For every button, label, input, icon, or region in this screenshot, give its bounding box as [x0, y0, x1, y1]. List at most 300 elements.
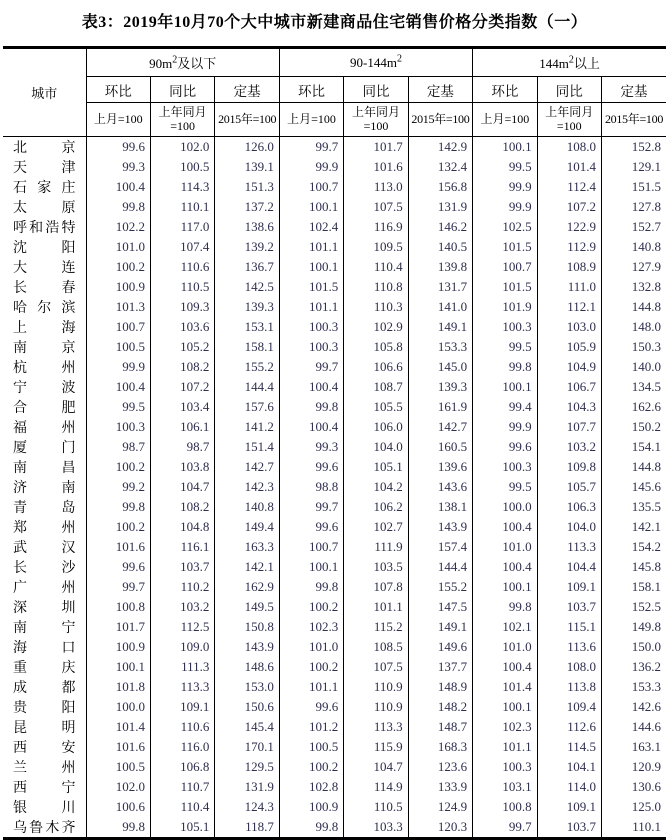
- index-value: 100.2: [279, 597, 343, 617]
- index-value: 111.0: [537, 277, 601, 297]
- index-value: 107.2: [150, 377, 214, 397]
- city-name: [3, 277, 86, 297]
- city-name: [3, 377, 86, 397]
- city-name: [3, 657, 86, 677]
- city-name: [3, 157, 86, 177]
- index-value: 149.8: [601, 617, 666, 637]
- index-value: 100.2: [279, 657, 343, 677]
- city-name: [3, 757, 86, 777]
- index-value: 107.5: [344, 657, 408, 677]
- city-name-label: 天津: [13, 159, 76, 175]
- index-value: 160.5: [408, 437, 472, 457]
- index-value: 100.4: [86, 177, 150, 197]
- index-value: 142.6: [601, 697, 666, 717]
- city-name-label: 杭州: [13, 359, 76, 375]
- index-value: 152.7: [601, 217, 666, 237]
- table-row: [3, 817, 666, 839]
- index-value: 142.1: [601, 517, 666, 537]
- index-value: 101.0: [86, 237, 150, 257]
- city-name: [3, 777, 86, 797]
- table-row: [3, 517, 666, 537]
- index-value: 122.9: [537, 217, 601, 237]
- city-name-label: 成都: [13, 679, 76, 695]
- index-value: 102.4: [279, 217, 343, 237]
- index-value: 145.4: [215, 717, 279, 737]
- superscript-2: 2: [396, 53, 402, 65]
- index-value: 145.0: [408, 357, 472, 377]
- index-value: 101.5: [473, 277, 537, 297]
- index-value: 110.8: [344, 277, 408, 297]
- table-row: [3, 617, 666, 637]
- index-value: 158.1: [215, 337, 279, 357]
- city-name: [3, 637, 86, 657]
- table-row: [3, 697, 666, 717]
- table-row: [3, 637, 666, 657]
- index-value: 100.9: [86, 277, 150, 297]
- index-value: 113.0: [344, 177, 408, 197]
- index-value: 114.5: [537, 737, 601, 757]
- index-value: 126.0: [215, 137, 279, 158]
- index-value: 101.1: [279, 297, 343, 317]
- table-row: [3, 757, 666, 777]
- index-value: 108.2: [150, 357, 214, 377]
- index-value: 100.7: [473, 257, 537, 277]
- index-value: 112.6: [537, 717, 601, 737]
- index-value: 112.4: [537, 177, 601, 197]
- index-value: 106.8: [150, 757, 214, 777]
- index-value: 100.1: [473, 577, 537, 597]
- index-value: 155.2: [215, 357, 279, 377]
- index-value: 99.5: [473, 337, 537, 357]
- city-name: [3, 797, 86, 817]
- base-note-yoy-1: [150, 103, 214, 137]
- index-value: 144.6: [601, 717, 666, 737]
- index-value: 105.1: [344, 457, 408, 477]
- city-name: [3, 817, 86, 839]
- city-name: [3, 677, 86, 697]
- index-value: 130.6: [601, 777, 666, 797]
- city-name-label: 郑州: [13, 519, 76, 535]
- index-value: 101.7: [344, 137, 408, 158]
- index-value: 105.5: [344, 397, 408, 417]
- index-value: 101.2: [279, 717, 343, 737]
- index-value: 116.9: [344, 217, 408, 237]
- index-value: 100.5: [150, 157, 214, 177]
- city-name: [3, 237, 86, 257]
- base-note-row: [3, 103, 666, 137]
- base-note-yoy-3: [537, 103, 601, 137]
- index-value: 100.2: [86, 517, 150, 537]
- index-value: 145.6: [601, 477, 666, 497]
- index-value: 102.3: [279, 617, 343, 637]
- table-row: [3, 317, 666, 337]
- index-value: 148.0: [601, 317, 666, 337]
- index-value: 131.7: [408, 277, 472, 297]
- index-value: 162.9: [215, 577, 279, 597]
- city-name: [3, 397, 86, 417]
- index-value: 131.9: [215, 777, 279, 797]
- index-value: 103.8: [150, 457, 214, 477]
- index-value: 101.7: [86, 617, 150, 637]
- city-name: [3, 217, 86, 237]
- index-value: 108.7: [344, 377, 408, 397]
- city-column-header: 城市: [3, 48, 86, 137]
- index-value: 103.2: [150, 597, 214, 617]
- index-value: 134.5: [601, 377, 666, 397]
- index-value: 99.5: [86, 397, 150, 417]
- group-header-90-144: [279, 48, 472, 77]
- city-name: [3, 317, 86, 337]
- index-value: 110.5: [344, 797, 408, 817]
- city-name-label: 长春: [13, 279, 76, 295]
- group-label-pre: 90-144m: [350, 54, 397, 70]
- city-name-label: 哈尔滨: [13, 299, 76, 315]
- base-note-base-2: 2015年=100: [408, 103, 472, 137]
- table-row: [3, 417, 666, 437]
- index-value: 133.9: [408, 777, 472, 797]
- group-header-under-90: [86, 48, 279, 77]
- city-name-label: 昆明: [13, 719, 76, 735]
- index-value: 142.3: [215, 477, 279, 497]
- table-row: [3, 657, 666, 677]
- index-value: 112.9: [537, 237, 601, 257]
- city-name-label: 乌鲁木齐: [13, 819, 76, 835]
- index-value: 106.6: [344, 357, 408, 377]
- index-value: 99.8: [473, 357, 537, 377]
- index-value: 102.0: [86, 777, 150, 797]
- index-value: 116.1: [150, 537, 214, 557]
- index-value: 151.3: [215, 177, 279, 197]
- index-value: 100.7: [279, 177, 343, 197]
- table-row: [3, 677, 666, 697]
- index-value: 163.3: [215, 537, 279, 557]
- city-name: [3, 557, 86, 577]
- index-value: 100.0: [473, 497, 537, 517]
- index-value: 99.8: [86, 497, 150, 517]
- index-value: 100.3: [473, 457, 537, 477]
- index-value: 104.0: [537, 517, 601, 537]
- city-name-label: 济南: [13, 479, 76, 495]
- index-value: 100.6: [86, 797, 150, 817]
- index-value: 113.8: [537, 677, 601, 697]
- index-value: 140.8: [215, 497, 279, 517]
- city-name-label: 大连: [13, 259, 76, 275]
- superscript-2: 2: [172, 54, 178, 66]
- group-label-post: 以上: [573, 56, 600, 71]
- index-value: 101.1: [279, 677, 343, 697]
- index-value: 143.9: [408, 517, 472, 537]
- index-value: 100.3: [86, 417, 150, 437]
- index-value: 100.4: [279, 417, 343, 437]
- index-value: 99.8: [279, 577, 343, 597]
- index-value: 100.9: [86, 637, 150, 657]
- city-name-label: 南京: [13, 339, 76, 355]
- index-value: 100.2: [86, 257, 150, 277]
- table-row: [3, 237, 666, 257]
- city-name: [3, 257, 86, 277]
- index-value: 109.0: [150, 637, 214, 657]
- index-value: 110.6: [150, 717, 214, 737]
- index-value: 144.8: [601, 297, 666, 317]
- index-value: 100.7: [86, 317, 150, 337]
- index-value: 139.8: [408, 257, 472, 277]
- index-value: 108.0: [537, 657, 601, 677]
- index-value: 101.6: [86, 537, 150, 557]
- base-note-line2: =100: [170, 118, 196, 133]
- city-name: [3, 437, 86, 457]
- city-name: [3, 357, 86, 377]
- index-value: 144.4: [215, 377, 279, 397]
- city-name: [3, 737, 86, 757]
- index-value: 103.1: [473, 777, 537, 797]
- table-row: [3, 377, 666, 397]
- city-name-label: 沈阳: [13, 239, 76, 255]
- city-name-label: 宁波: [13, 379, 76, 395]
- base-note-base-3: 2015年=100: [601, 103, 666, 137]
- index-value: 150.0: [601, 637, 666, 657]
- index-value: 105.7: [537, 477, 601, 497]
- table-row: [3, 397, 666, 417]
- base-note-mom-3: 上月=100: [473, 103, 537, 137]
- col-header-yoy-1: 同比: [150, 77, 214, 103]
- index-value: 110.1: [601, 817, 666, 839]
- index-value: 103.0: [537, 317, 601, 337]
- index-value: 99.3: [86, 157, 150, 177]
- index-value: 104.9: [537, 357, 601, 377]
- index-value: 100.7: [279, 537, 343, 557]
- index-value: 110.5: [150, 277, 214, 297]
- index-value: 150.8: [215, 617, 279, 637]
- index-value: 109.4: [537, 697, 601, 717]
- index-value: 99.3: [279, 437, 343, 457]
- col-header-mom-2: 环比: [279, 77, 343, 103]
- city-name: [3, 197, 86, 217]
- index-value: 127.9: [601, 257, 666, 277]
- index-value: 109.1: [537, 797, 601, 817]
- table-title: 表3：2019年10月70个大中城市新建商品住宅销售价格分类指数（一）: [81, 14, 588, 31]
- city-name-label: 厦门: [13, 439, 76, 455]
- index-value: 99.7: [279, 137, 343, 158]
- index-value: 99.6: [279, 697, 343, 717]
- index-value: 100.3: [473, 317, 537, 337]
- index-value: 149.1: [408, 617, 472, 637]
- index-value: 101.0: [279, 637, 343, 657]
- city-name-label: 武汉: [13, 539, 76, 555]
- table-row: [3, 197, 666, 217]
- index-value: 98.7: [86, 437, 150, 457]
- index-value: 104.2: [344, 477, 408, 497]
- index-value: 153.1: [215, 317, 279, 337]
- index-value: 100.5: [86, 757, 150, 777]
- table-row: [3, 137, 666, 158]
- index-value: 103.7: [537, 817, 601, 839]
- index-value: 99.8: [86, 197, 150, 217]
- city-name: [3, 617, 86, 637]
- col-header-base-3: 定基: [601, 77, 666, 103]
- col-header-mom-3: 环比: [473, 77, 537, 103]
- table-row: [3, 777, 666, 797]
- index-value: 99.7: [86, 577, 150, 597]
- index-value: 99.8: [86, 817, 150, 839]
- index-value: 106.3: [537, 497, 601, 517]
- index-value: 106.0: [344, 417, 408, 437]
- index-value: 99.8: [473, 597, 537, 617]
- city-name-label: 西安: [13, 739, 76, 755]
- index-value: 138.6: [215, 217, 279, 237]
- city-name: [3, 537, 86, 557]
- city-name-label: 南宁: [13, 619, 76, 635]
- index-value: 102.7: [344, 517, 408, 537]
- index-value: 137.2: [215, 197, 279, 217]
- group-label-post: 及以下: [177, 56, 217, 71]
- base-note-mom-2: 上月=100: [279, 103, 343, 137]
- index-value: 114.9: [344, 777, 408, 797]
- index-value: 109.8: [537, 457, 601, 477]
- index-value: 100.5: [279, 737, 343, 757]
- city-name: [3, 517, 86, 537]
- index-value: 100.4: [86, 377, 150, 397]
- index-value: 139.1: [215, 157, 279, 177]
- city-name-label: 南昌: [13, 459, 76, 475]
- index-value: 99.5: [473, 477, 537, 497]
- index-value: 100.4: [279, 377, 343, 397]
- index-value: 100.2: [279, 757, 343, 777]
- index-value: 110.4: [150, 797, 214, 817]
- index-value: 99.9: [86, 357, 150, 377]
- index-value: 152.8: [601, 137, 666, 158]
- index-value: 161.9: [408, 397, 472, 417]
- index-value: 142.9: [408, 137, 472, 158]
- index-value: 105.8: [344, 337, 408, 357]
- index-value: 99.7: [279, 357, 343, 377]
- table-row: [3, 797, 666, 817]
- index-value: 100.3: [473, 757, 537, 777]
- index-value: 107.8: [344, 577, 408, 597]
- index-value: 157.6: [215, 397, 279, 417]
- index-value: 100.1: [86, 657, 150, 677]
- index-value: 108.0: [537, 137, 601, 158]
- index-value: 100.4: [473, 657, 537, 677]
- index-value: 99.4: [473, 397, 537, 417]
- city-name: [3, 137, 86, 158]
- index-value: 103.5: [344, 557, 408, 577]
- city-name: [3, 717, 86, 737]
- index-value: 101.6: [86, 737, 150, 757]
- index-value: 139.2: [215, 237, 279, 257]
- index-value: 120.9: [601, 757, 666, 777]
- index-value: 100.1: [279, 197, 343, 217]
- base-note-line2: =100: [556, 118, 582, 133]
- table-row: [3, 577, 666, 597]
- index-value: 104.3: [537, 397, 601, 417]
- index-value: 143.6: [408, 477, 472, 497]
- index-value: 132.4: [408, 157, 472, 177]
- index-value: 100.5: [86, 337, 150, 357]
- index-value: 110.9: [344, 677, 408, 697]
- index-value: 101.1: [344, 597, 408, 617]
- superscript-2: 2: [568, 54, 574, 66]
- table-row: [3, 297, 666, 317]
- index-value: 101.5: [473, 237, 537, 257]
- index-value: 154.1: [601, 437, 666, 457]
- city-name: [3, 697, 86, 717]
- index-value: 148.6: [215, 657, 279, 677]
- index-value: 153.3: [408, 337, 472, 357]
- index-value: 109.3: [150, 297, 214, 317]
- index-value: 144.4: [408, 557, 472, 577]
- index-value: 99.9: [473, 197, 537, 217]
- index-value: 99.6: [473, 437, 537, 457]
- index-value: 148.9: [408, 677, 472, 697]
- index-value: 99.7: [473, 817, 537, 839]
- city-name-label: 呼和浩特: [13, 219, 76, 235]
- index-value: 110.6: [150, 257, 214, 277]
- index-value: 129.1: [601, 157, 666, 177]
- index-value: 141.2: [215, 417, 279, 437]
- index-value: 147.5: [408, 597, 472, 617]
- index-value: 104.4: [537, 557, 601, 577]
- index-value: 100.1: [473, 137, 537, 158]
- table-row: [3, 717, 666, 737]
- index-value: 155.2: [408, 577, 472, 597]
- table-row: [3, 277, 666, 297]
- index-value: 157.4: [408, 537, 472, 557]
- measure-header-row: [3, 77, 666, 103]
- index-value: 104.7: [344, 757, 408, 777]
- index-value: 112.1: [537, 297, 601, 317]
- index-value: 99.9: [473, 177, 537, 197]
- col-header-mom-1: 环比: [86, 77, 150, 103]
- city-name-label: 北京: [13, 139, 76, 155]
- index-value: 99.6: [279, 457, 343, 477]
- index-value: 142.7: [215, 457, 279, 477]
- col-header-base-1: 定基: [215, 77, 279, 103]
- index-value: 113.3: [344, 717, 408, 737]
- index-value: 101.3: [86, 297, 150, 317]
- index-value: 100.0: [86, 697, 150, 717]
- index-value: 102.1: [473, 617, 537, 637]
- table-row: [3, 337, 666, 357]
- city-name-label: 西宁: [13, 779, 76, 795]
- index-value: 140.5: [408, 237, 472, 257]
- index-value: 145.8: [601, 557, 666, 577]
- index-value: 144.8: [601, 457, 666, 477]
- city-name-label: 青岛: [13, 499, 76, 515]
- index-value: 100.4: [473, 557, 537, 577]
- index-value: 101.6: [344, 157, 408, 177]
- city-name: [3, 417, 86, 437]
- index-value: 109.1: [537, 577, 601, 597]
- index-value: 103.4: [150, 397, 214, 417]
- index-value: 113.6: [537, 637, 601, 657]
- index-value: 106.2: [344, 497, 408, 517]
- index-value: 101.1: [473, 737, 537, 757]
- city-name-label: 深圳: [13, 599, 76, 615]
- index-value: 99.9: [279, 157, 343, 177]
- table-row: [3, 257, 666, 277]
- index-value: 105.9: [537, 337, 601, 357]
- index-value: 103.2: [537, 437, 601, 457]
- index-value: 150.6: [215, 697, 279, 717]
- index-value: 99.8: [279, 817, 343, 839]
- index-value: 99.7: [279, 497, 343, 517]
- city-name-label: 银川: [13, 799, 76, 815]
- index-value: 139.6: [408, 457, 472, 477]
- index-value: 146.2: [408, 217, 472, 237]
- index-value: 136.2: [601, 657, 666, 677]
- index-value: 104.0: [344, 437, 408, 457]
- index-value: 149.5: [215, 597, 279, 617]
